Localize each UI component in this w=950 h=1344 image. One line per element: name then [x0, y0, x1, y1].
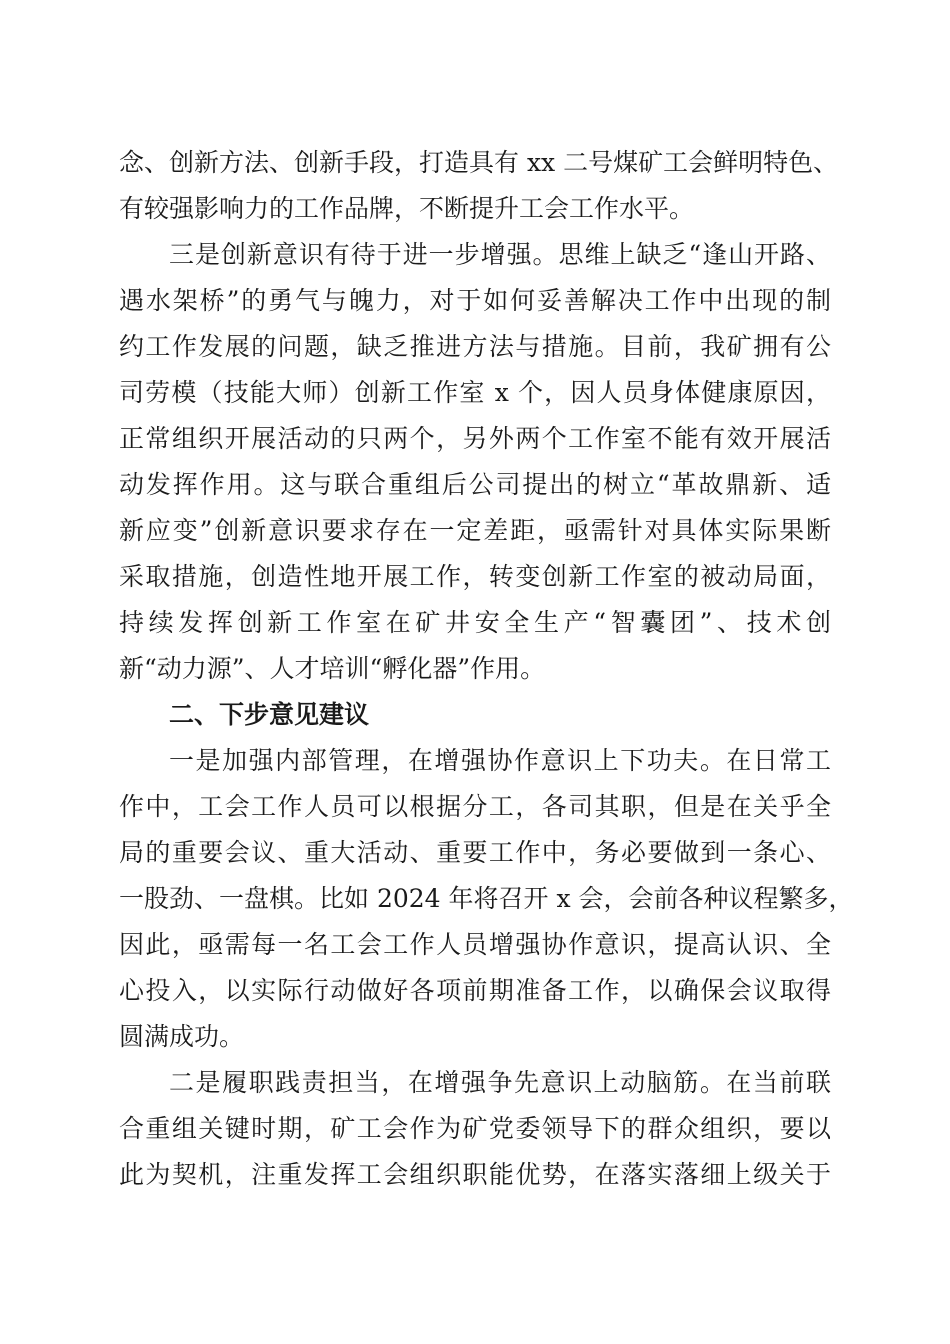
- text-line: 一是加强内部管理，在增强协作意识上下功夫。在日常工: [169, 746, 831, 775]
- text-line: 有较强影响力的工作品牌，不断提升工会工作水平。: [119, 194, 695, 223]
- text-line: 合重组关键时期，矿工会作为矿党委领导下的群众组织，要以: [119, 1114, 831, 1143]
- text-line: 作中，工会工作人员可以根据分工，各司其职，但是在关乎全: [119, 792, 831, 821]
- text-line: 二是履职践责担当，在增强争先意识上动脑筋。在当前联: [169, 1068, 831, 1097]
- text-line: 局的重要会议、重大活动、重要工作中，务必要做到一条心、: [119, 838, 831, 867]
- text-line: 新“动力源”、人才培训“孵化器”作用。: [119, 654, 546, 683]
- section-heading: 二、下步意见建议: [169, 700, 370, 729]
- text-line: 遇水架桥”的勇气与魄力，对于如何妥善解决工作中出现的制: [119, 286, 831, 315]
- text-line: 动发挥作用。这与联合重组后公司提出的树立“革故鼎新、适: [119, 470, 831, 499]
- text-line: 采取措施，创造性地开展工作，转变创新工作室的被动局面，: [119, 562, 831, 591]
- text-line: 新应变”创新意识要求存在一定差距，亟需针对具体实际果断: [119, 516, 831, 545]
- text-line: 心投入，以实际行动做好各项前期准备工作，以确保会议取得: [119, 976, 831, 1005]
- text-line: 念、创新方法、创新手段，打造具有 xx 二号煤矿工会鲜明特色、: [119, 148, 839, 177]
- text-line: 一股劲、一盘棋。比如 2024 年将召开 x 会，会前各种议程繁多，: [119, 884, 854, 913]
- text-line: 正常组织开展活动的只两个，另外两个工作室不能有效开展活: [119, 424, 831, 453]
- text-line: 因此，亟需每一名工会工作人员增强协作意识，提高认识、全: [119, 930, 831, 959]
- text-line: 约工作发展的问题，缺乏推进方法与措施。目前，我矿拥有公: [119, 332, 831, 361]
- text-line: 此为契机，注重发挥工会组织职能优势，在落实落细上级关于: [119, 1160, 831, 1189]
- text-line: 持续发挥创新工作室在矿井安全生产“智囊团”、技术创: [119, 608, 831, 637]
- text-line: 司劳模（技能大师）创新工作室 x 个，因人员身体健康原因，: [119, 378, 831, 407]
- text-line: 圆满成功。: [119, 1022, 245, 1051]
- text-line: 三是创新意识有待于进一步增强。思维上缺乏“逢山开路、: [169, 240, 831, 269]
